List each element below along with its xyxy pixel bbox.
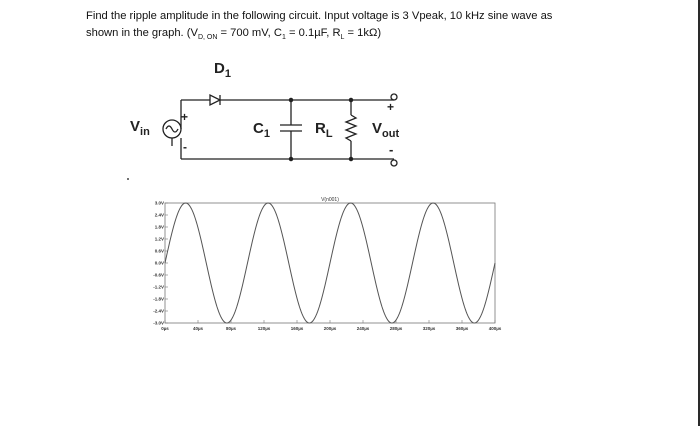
y-tick-label: 2.4V <box>154 212 164 218</box>
x-tick-label: 400µs <box>488 326 502 331</box>
vin-plus-sign: + <box>181 110 189 124</box>
question-line-2: shown in the graph. ($V_{D, ON} = 700$ mV, $C_1 = 0.1\mu F$, $R_L = 1k\Omega$) <box>86 27 382 42</box>
c1-label: $C_1$ <box>253 120 270 140</box>
vout-plus-sign: + <box>387 100 395 114</box>
vout-label: $V_{out}$ <box>372 120 400 140</box>
y-tick-label: -3.0V <box>153 320 164 326</box>
y-tick-label: 1.2V <box>154 236 164 242</box>
y-tick-label: 1.8V <box>154 224 164 230</box>
x-tick-label: 360µs <box>455 326 469 331</box>
x-tick-label: 0µs <box>161 326 169 331</box>
resistor-symbol <box>346 100 356 159</box>
rl-label: $R_L$ <box>315 120 333 140</box>
circuit-diagram <box>118 55 418 175</box>
d1-label: $D_1$ <box>214 60 231 80</box>
vin-minus-sign: - <box>183 140 187 154</box>
vout-minus-sign: - <box>389 142 394 157</box>
x-tick-label: 120µs <box>257 326 271 331</box>
x-tick-label: 80µs <box>225 326 237 331</box>
x-tick-label: 160µs <box>290 326 304 331</box>
vout-minus-terminal <box>391 160 397 166</box>
y-tick-label: 0.6V <box>154 248 164 254</box>
x-tick-label: 40µs <box>192 326 204 331</box>
y-tick-label: -2.4V <box>153 308 164 314</box>
question-line-1: Find the ripple amplitude in the following circuit. Input voltage is 3 Vpeak, 10 kHz sine wave as <box>86 10 553 22</box>
y-tick-label: -1.2V <box>153 284 164 290</box>
capacitor-symbol <box>280 100 302 159</box>
y-tick-label: -0.6V <box>153 272 164 278</box>
sine-waveform-chart <box>150 193 500 338</box>
stray-dot <box>127 178 129 180</box>
chart-title: V(n001) <box>321 197 339 203</box>
y-tick-label: -1.8V <box>153 296 164 302</box>
x-tick-label: 320µs <box>422 326 436 331</box>
x-tick-label: 240µs <box>356 326 370 331</box>
y-tick-label: 3.0V <box>154 200 164 206</box>
question-text <box>86 8 646 46</box>
vin-label: $V_{in}$ <box>130 118 150 138</box>
x-tick-label: 280µs <box>389 326 403 331</box>
x-tick-label: 200µs <box>323 326 337 331</box>
y-tick-label: 0.0V <box>154 260 164 266</box>
diode-symbol <box>210 95 220 105</box>
